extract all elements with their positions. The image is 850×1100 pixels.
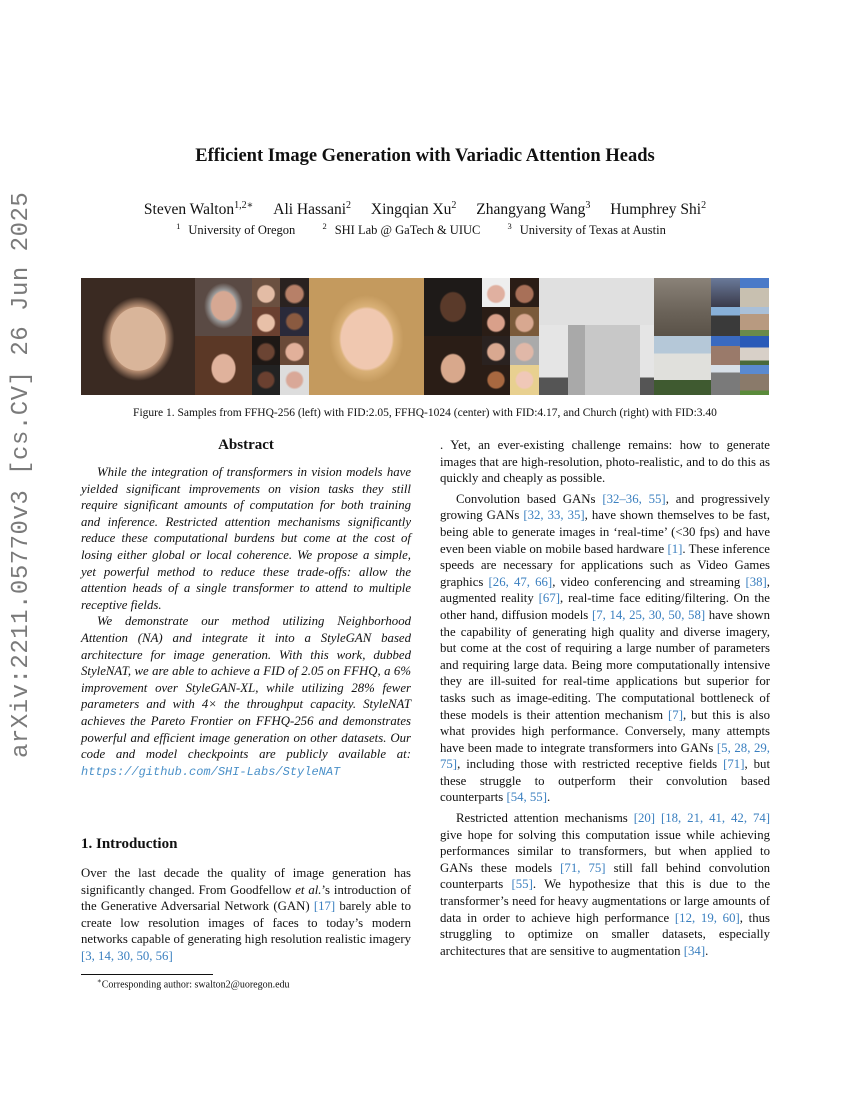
citation-link[interactable]: [18, 21, 41, 42, 74] — [660, 811, 771, 826]
sample-image — [482, 278, 510, 307]
sample-image — [539, 278, 654, 395]
citation-link[interactable]: [67] — [538, 591, 560, 606]
citation-link[interactable]: [32–36, 55] — [602, 491, 666, 506]
abstract-paragraph: While the integration of transformers in vision models have yielded significant improvements on vision tasks they still require significant amounts of computation for both training and inference. Restricted attention mechanisms significantly reduce these computational burdens but come at the cost of losing either global or local coherence. We propose a simple, yet powerful method to reduce these trade-offs: allow the attention heads of a single transformer to attend to multiple receptive fields. — [81, 465, 411, 612]
citation-link[interactable]: [71, 75] — [560, 860, 606, 875]
sample-image — [510, 307, 539, 336]
sample-image — [424, 278, 482, 336]
citation-link[interactable]: [54, 55] — [506, 790, 547, 805]
intro-paragraph: Convolution based GANs [32–36, 55], and progressively growing GANs [32, 33, 35], have shown themselves to be fast, being able to generate images in ‘real-time’ (<30 fps) and have even been viable on mobile based hardware [1]. These inference speeds are necessary for applications such as Video Games graphics [26, 47, 66], video conferencing and streaming [38], augmented reality [67], real-time face editing/filtering. On the other hand, diffusion models [7, 14, 25, 30, 50, 58] have shown the capability of generating high quality and diverse imagery, but come at the cost of requiring a large number of parameters and requiring large data. Being more computationally intensive they are ill-suited for real-time applications but superior for tasks such as image-editing. The computational bottleneck of these models is their attention mechanism [7], but this is also what provides high performance. Conversely, many attempts have been made to integrate transformers into GANs [5, 28, 29, 75], including those with restricted receptive fields [71], but these struggle to outperform their convolution based counterparts [54, 55]. — [440, 491, 770, 805]
sample-image — [195, 336, 252, 395]
affiliation: $^3$ University of Texas at Austin — [507, 221, 666, 238]
sample-image — [309, 278, 424, 395]
affiliation-list — [0, 221, 850, 238]
sample-image — [252, 307, 280, 336]
sample-image — [252, 278, 280, 307]
affiliation: $^2$ SHI Lab @ GaTech & UIUC — [322, 221, 481, 238]
intro-paragraph-continued: . Yet, an ever-existing challenge remains: how to generate images that are high-resolution, photo-realistic, and to do this as quickly and cheaply as possible. — [440, 438, 770, 486]
sample-image — [280, 336, 309, 365]
author: Humphrey Shi$^2$ — [610, 200, 707, 219]
citation-link[interactable]: [3, 14, 30, 50, 56] — [81, 948, 173, 963]
author-list — [0, 200, 850, 219]
sample-image — [740, 307, 769, 336]
sample-image — [195, 278, 252, 336]
ffhq-1024-panel — [309, 278, 539, 395]
sample-image — [252, 365, 280, 395]
sample-image — [280, 365, 309, 395]
citation-link[interactable]: [7, 14, 25, 30, 50, 58] — [591, 607, 706, 622]
ffhq-256-panel — [81, 278, 309, 395]
figure-caption: Figure 1. Samples from FFHQ-256 (left) with FID:2.05, FFHQ-1024 (center) with FID:4.17, and Church (right) with FID:3.40 — [133, 407, 717, 419]
sample-image — [510, 365, 539, 395]
sample-image — [711, 307, 740, 336]
right-column — [440, 437, 770, 963]
citation-link[interactable]: [5, 28, 29, 75] — [440, 740, 770, 772]
sample-image — [280, 307, 309, 336]
sample-image — [252, 336, 280, 365]
section-heading: 1. Introduction — [81, 836, 178, 852]
citation-link[interactable]: [55] — [511, 877, 533, 892]
citation-link[interactable]: [71] — [723, 757, 745, 772]
citation-link[interactable]: [1] — [667, 541, 683, 556]
citation-link[interactable]: [32, 33, 35] — [523, 508, 585, 523]
citation-link[interactable]: [20] — [633, 811, 656, 826]
sample-image — [711, 336, 740, 365]
abstract-heading: Abstract — [218, 437, 274, 453]
figure-1 — [81, 278, 769, 395]
author: Zhangyang Wang$^3$ — [476, 200, 591, 219]
author: Xingqian Xu$^2$ — [370, 200, 457, 219]
citation-link[interactable]: [7] — [668, 707, 683, 722]
citation-link[interactable]: [17] — [313, 899, 336, 914]
intro-paragraph: Restricted attention mechanisms [20] [18, 21, 41, 42, 74] give hope for solving this computation issue while achieving performances similar to transformers, but when applied to GANs these models [71, 75] still fall behind convolution counterparts [55]. We hypothesize that this is due to the transformer’s need for heavy augmentations or large amounts of data in order to achieve high performance [12, 19, 60], thus struggling to optimize on smaller datasets, especially architectures that are sensitive to augmentation [34]. — [440, 811, 771, 958]
sample-image — [740, 365, 769, 395]
sample-image — [740, 336, 769, 365]
sample-image — [654, 278, 711, 336]
church-panel — [539, 278, 769, 395]
citation-link[interactable]: [26, 47, 66] — [488, 574, 553, 589]
sample-image — [482, 365, 510, 395]
citation-link[interactable]: [38] — [745, 574, 767, 589]
code-link[interactable]: https://github.com/SHI-Labs/StyleNAT — [81, 764, 341, 779]
sample-image — [280, 278, 309, 307]
sample-image — [711, 365, 740, 395]
abstract-paragraph: We demonstrate our method utilizing Neighborhood Attention (NA) and integrate it into a StyleGAN based architecture for image generation. With this work, dubbed StyleNAT, we are able to achieve a FID of 2.05 on FFHQ, a 6% improvement over StyleGAN-XL, while utilizing 28% fewer parameters and with 4× the throughput capacity. StyleNAT achieves the Pareto Frontier on FFHQ-256 and demonstrates powerful and efficient image generation on other datasets. Our code and model checkpoints are publicly available at: https://github.com/SHI-Labs/StyleNAT — [81, 614, 411, 779]
sample-image — [711, 278, 740, 307]
arxiv-stamp: arXiv:2211.05770v3 [cs.CV] 26 Jun 2025 — [8, 191, 35, 758]
abstract-body — [81, 464, 411, 780]
sample-image — [482, 307, 510, 336]
sample-image — [482, 336, 510, 365]
sample-image — [510, 336, 539, 365]
footnote-rule — [81, 974, 213, 975]
sample-image — [654, 336, 711, 395]
author: Steven Walton$^{1,2∗}$ — [143, 200, 254, 219]
citation-link[interactable]: [12, 19, 60] — [674, 910, 740, 925]
sample-image — [81, 278, 195, 395]
footnote: ∗Corresponding author: swalton2@uoregon.edu — [97, 977, 290, 991]
intro-paragraph: Over the last decade the quality of image generation has significantly changed. From Goodfellow et al.’s introduction of the Generative Adversarial Network (GAN) [17] barely able to create low resolution images of faces to today’s modern networks capable of generating high resolution realistic imagery [3, 14, 30, 50, 56] — [81, 866, 411, 963]
paper-title: Efficient Image Generation with Variadic Attention Heads — [195, 146, 655, 166]
citation-link[interactable]: [34] — [683, 943, 706, 958]
affiliation: $^1$ University of Oregon — [176, 221, 296, 238]
sample-image — [510, 278, 539, 307]
sample-image — [740, 278, 769, 307]
author: Ali Hassani$^2$ — [273, 200, 352, 219]
sample-image — [424, 336, 482, 395]
